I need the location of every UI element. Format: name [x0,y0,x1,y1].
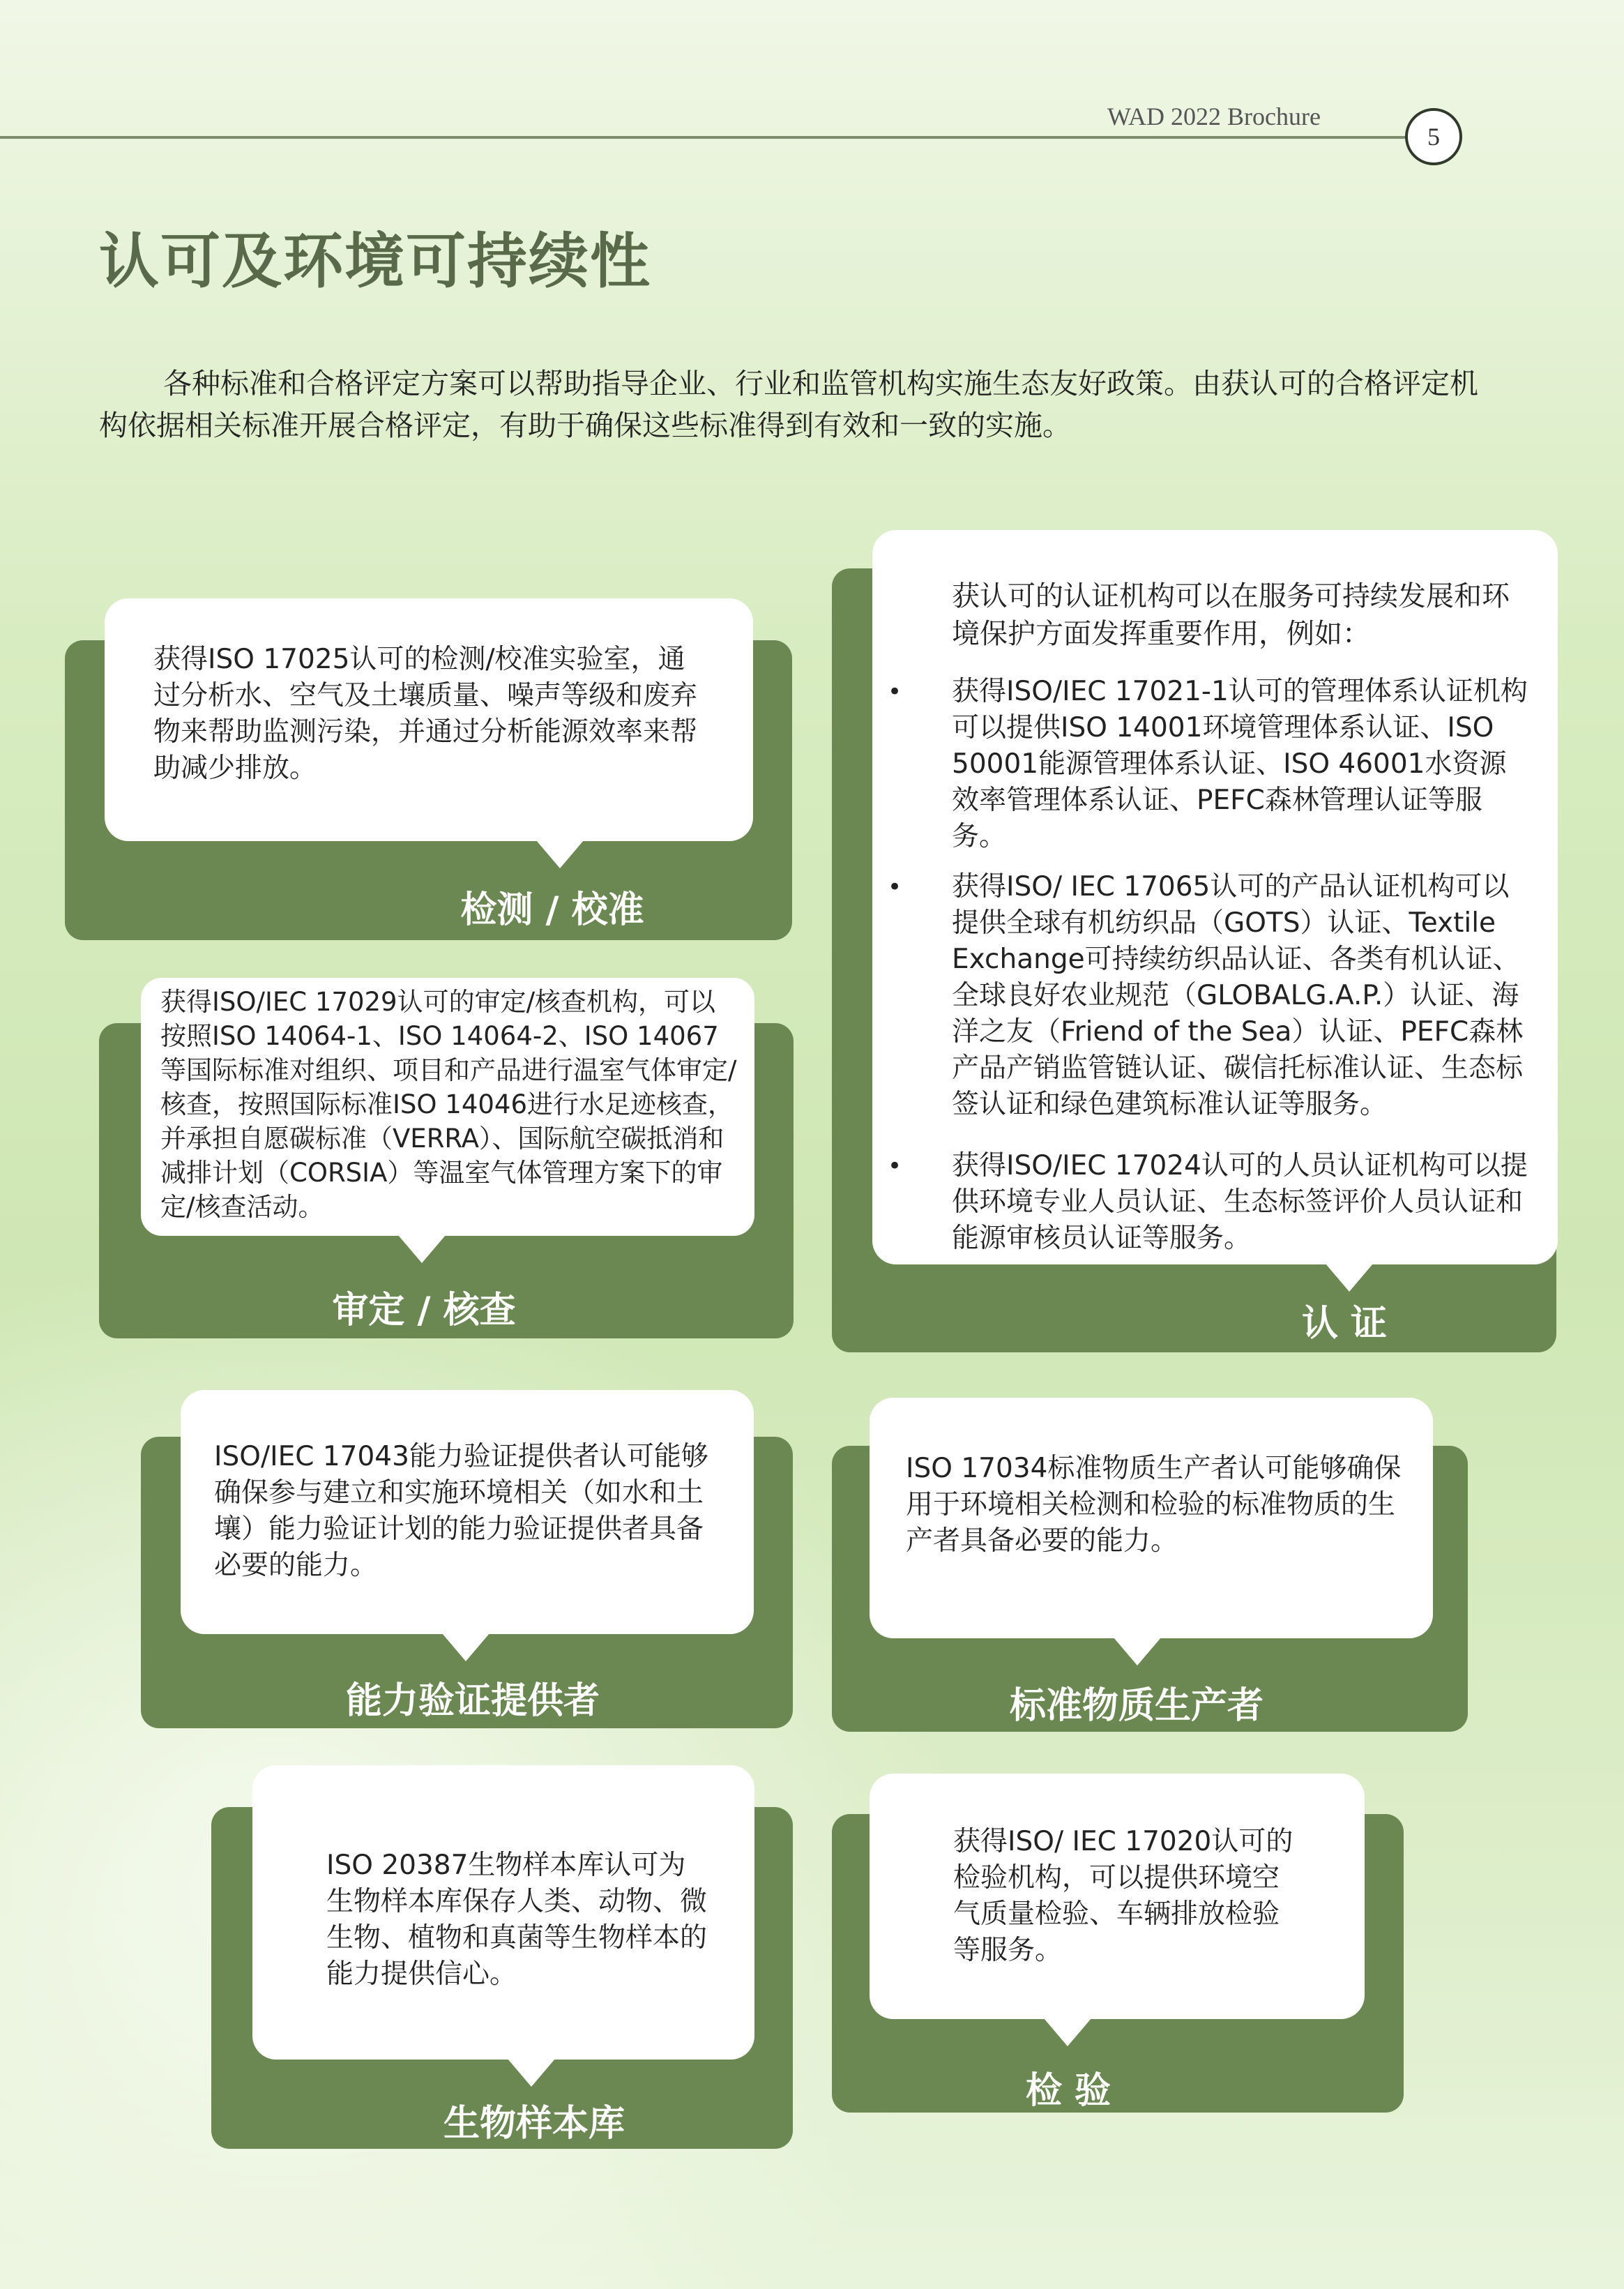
reference-card [870,1398,1433,1638]
certification-item: • 获得ISO/ IEC 17065认可的产品认证机构可以提供全球有机纺织品（GOTS）认证、Textile Exchange可持续纺织品认证、各类有机认证、全球良好农业规范（GLOBALG.A.P.）认证、海洋之友（Friend of the Sea）认证、PEFC森林产品产销监管链认证、碳信托标准认证、生态标签认证和绿色建筑标准认证等服务。 [888,869,1530,1123]
intro-paragraph: 各种标准和合格评定方案可以帮助指导企业、行业和监管机构实施生态友好政策。由获认可的合格评定机构依据相关标准开展合格评定，有助于确保这些标准得到有效和一致的实施。 [99,367,1478,442]
certification-card [872,530,1558,1264]
inspection-card-pointer [1044,2018,1091,2046]
proficiency-label: 能力验证提供者 [345,1680,600,1722]
validation-card [141,978,754,1236]
inspection-card [870,1774,1365,2019]
reference-card-pointer [1114,1638,1161,1665]
brochure-title: WAD 2022 Brochure [1107,103,1321,130]
biobank-card-pointer [508,2059,555,2087]
inspection-label: 检 验 [1025,2070,1111,2112]
page-number: 5 [1405,108,1462,165]
certification-item: • 获得ISO/IEC 17021-1认可的管理体系认证机构可以提供ISO 14001环境管理体系认证、ISO 50001能源管理体系认证、ISO 46001水资源效率管理体系认证、PEFC森林管理认证等服务。 [888,674,1530,855]
biobank-text: ISO 20387生物样本库认可为生物样本库保存人类、动物、微生物、植物和真菌等生物样本的能力提供信心。 [326,1850,708,1990]
biobank-card [252,1765,754,2060]
reference-label: 标准物质生产者 [1009,1685,1264,1727]
validation-card-pointer [398,1235,446,1263]
certification-card-pointer [1326,1264,1373,1292]
certification-item: • 获得ISO/IEC 17024认可的人员认证机构可以提供环境专业人员认证、生态标签评价人员认证和能源审核员认证等服务。 [888,1148,1530,1257]
biobank-label: 生物样本库 [443,2103,625,2145]
testing-card [105,598,753,841]
testing-text: 获得ISO 17025认可的检测/校准实验室，通过分析水、空气及土壤质量、噪声等级和废弃物来帮助监测污染，并通过分析能源效率来帮助减少排放。 [153,644,698,784]
testing-card-pointer [536,840,584,868]
reference-text: ISO 17034标准物质生产者认可能够确保用于环境相关检测和检验的标准物质的生产者具备必要的能力。 [906,1453,1402,1557]
page-title: 认可及环境可持续性 [99,227,651,296]
inspection-text: 获得ISO/ IEC 17020认可的检验机构，可以提供环境空气质量检验、车辆排放检验等服务。 [953,1826,1293,1966]
testing-label: 检测 / 校准 [460,889,644,931]
validation-label: 审定 / 核查 [332,1290,516,1331]
header-divider [0,136,1416,139]
proficiency-card [181,1390,754,1634]
validation-text: 获得ISO/IEC 17029认可的审定/核查机构，可以按照ISO 14064-1、ISO 14064-2、ISO 14067等国际标准对组织、项目和产品进行温室气体审定/核查，按照国际标准ISO 14046进行水足迹核查，并承担自愿碳标准（VERRA）、国际航空碳抵消和减排计划（CORSIA）等温室气体管理方案下的审定/核查活动。 [160,987,737,1222]
certification-list [888,674,1530,1257]
certification-intro: 获认可的认证机构可以在服务可持续发展和环境保护方面发挥重要作用，例如： [952,580,1510,650]
proficiency-card-pointer [442,1633,490,1661]
proficiency-text: ISO/IEC 17043能力验证提供者认可能够确保参与建立和实施环境相关（如水和土壤）能力验证计划的能力验证提供者具备必要的能力。 [214,1441,708,1581]
certification-label: 认 证 [1301,1303,1388,1345]
